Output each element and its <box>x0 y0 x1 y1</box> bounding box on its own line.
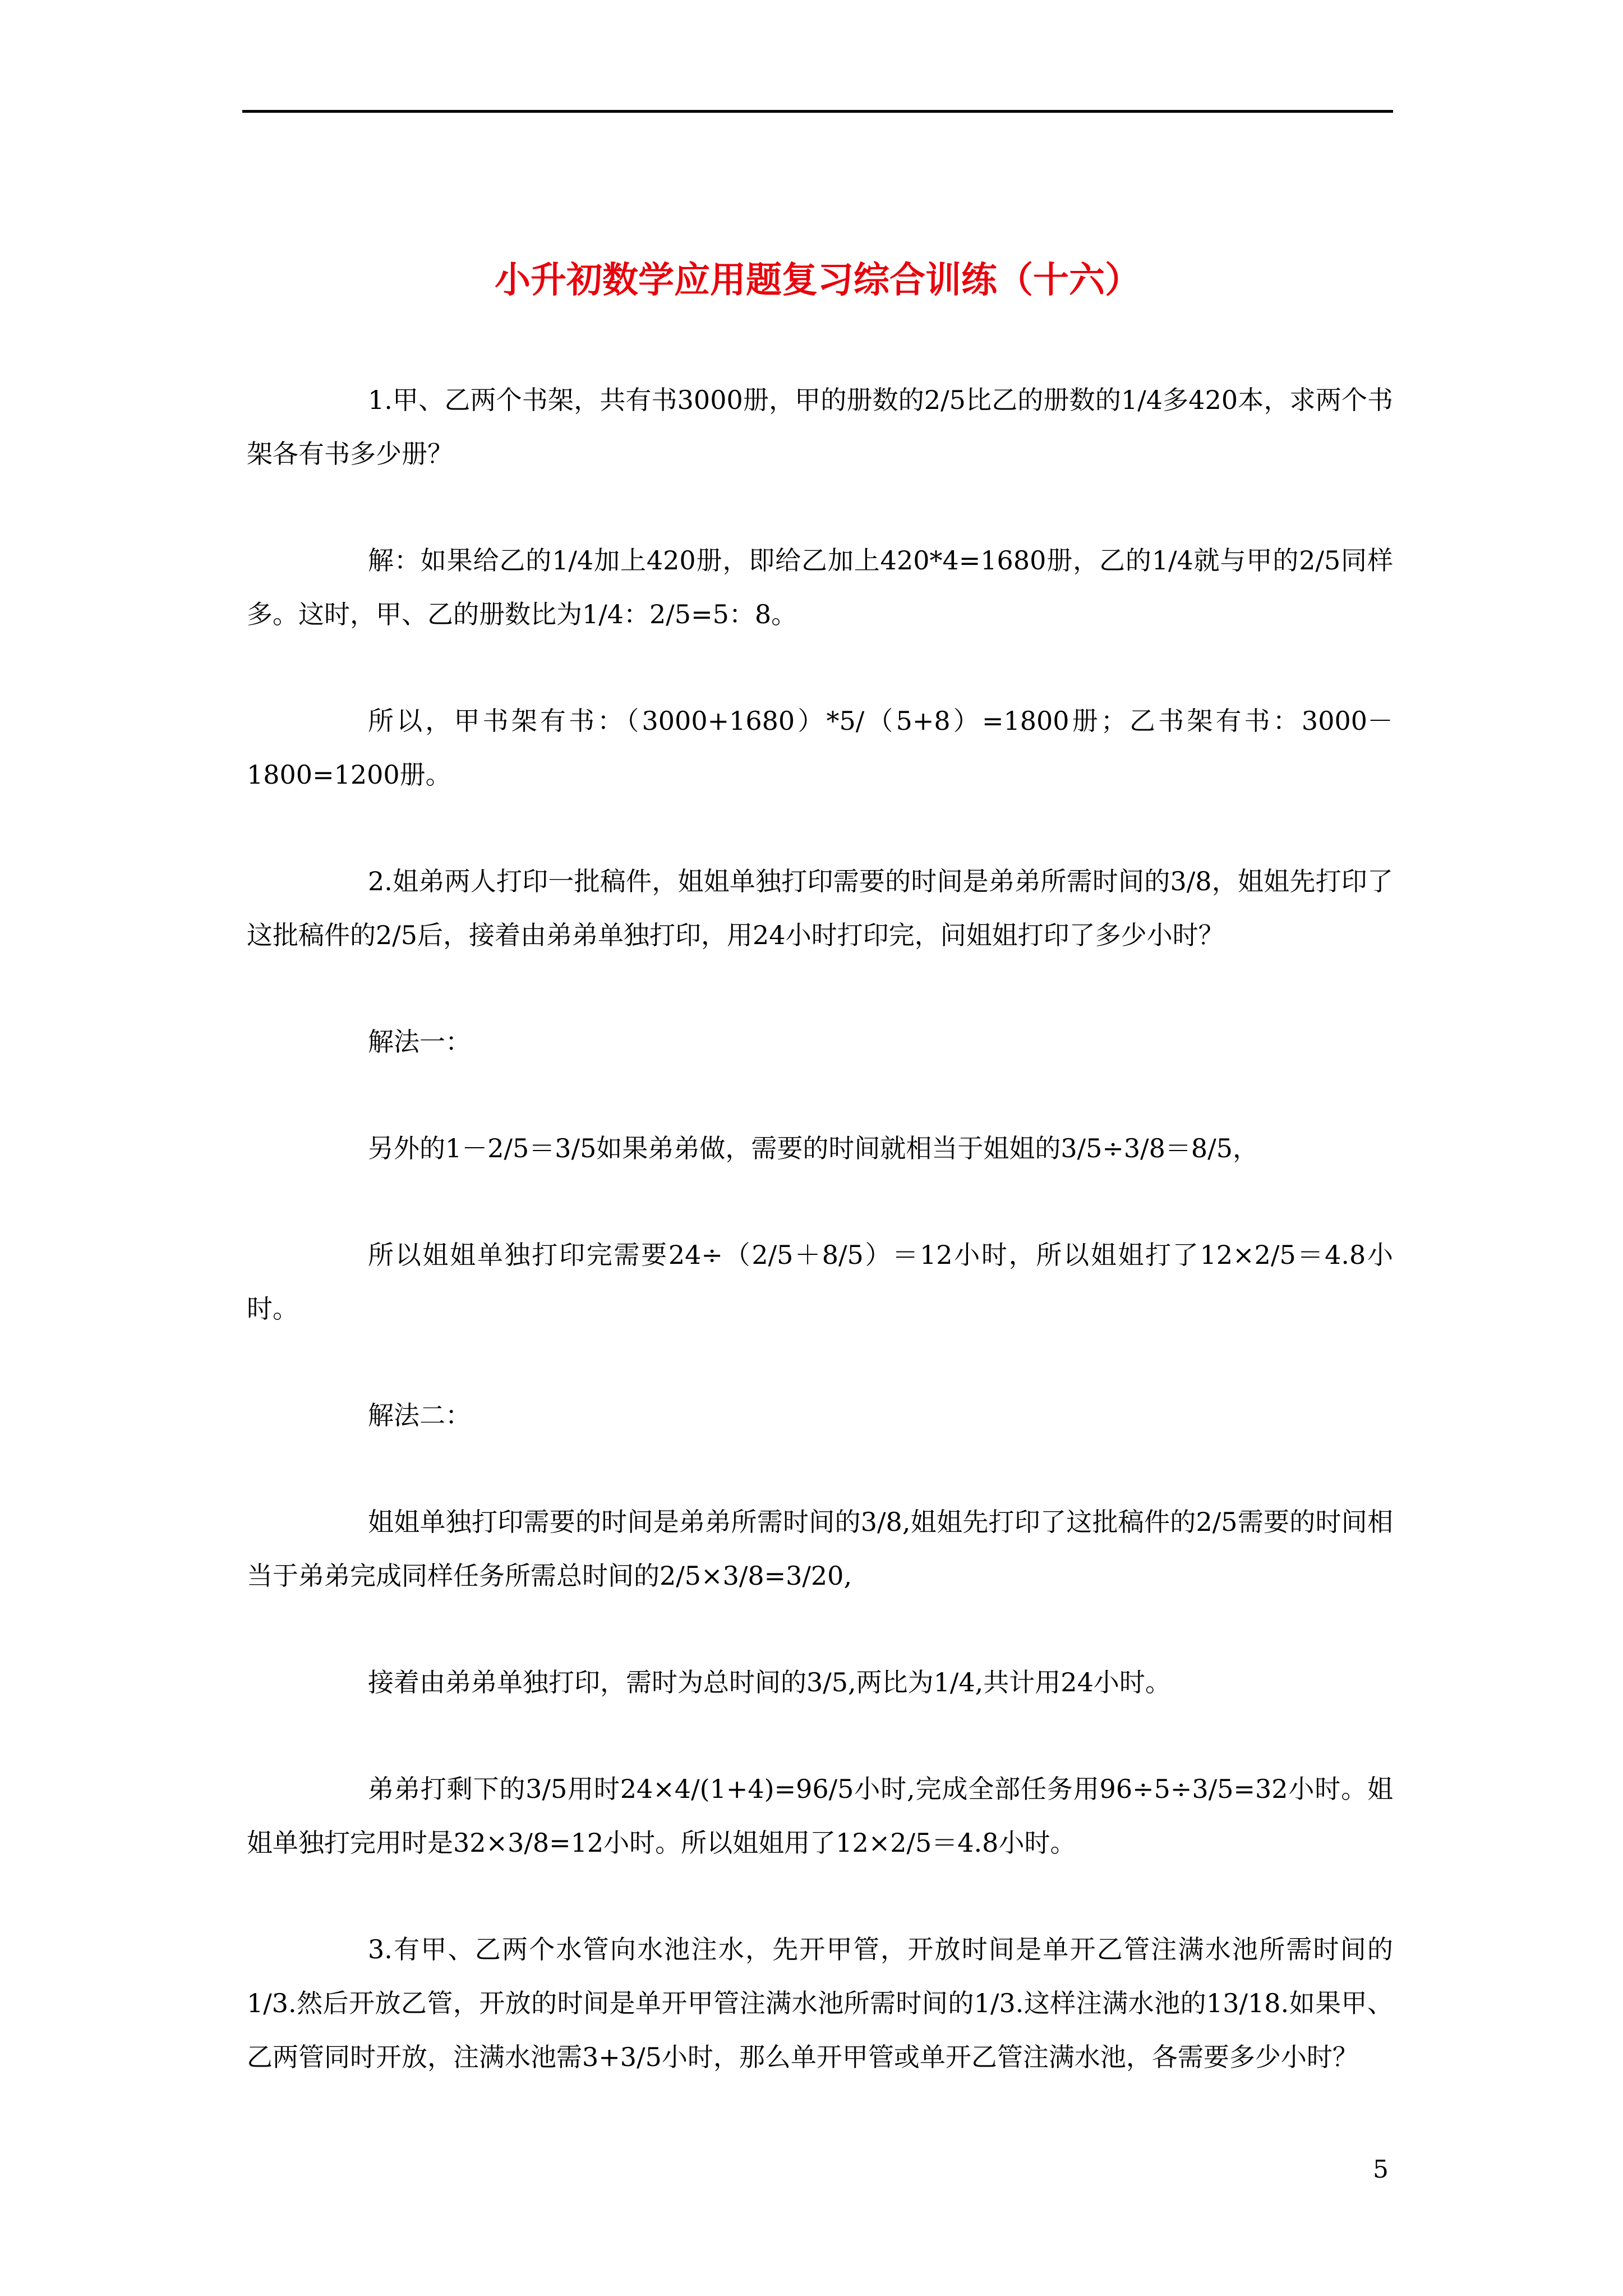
paragraph-method-2-heading: 解法二： <box>368 1400 471 1430</box>
paragraph-method-1-step-1: 另外的1－2/5＝3/5如果弟弟做，需要的时间就相当于姐姐的3/5÷3/8＝8/5， <box>368 1133 1258 1163</box>
paragraph-problem-2: 2.姐弟两人打印一批稿件，姐姐单独打印需要的时间是弟弟所需时间的3/8，姐姐先打印了这批稿件的2/5后，接着由弟弟单独打印，用24小时打印完，问姐姐打印了多少小时？ <box>247 866 1393 950</box>
paragraph-method-2-step-2: 接着由弟弟单独打印，需时为总时间的3/5,两比为1/4,共计用24小时。 <box>368 1667 1171 1697</box>
paragraph-method-2-step-1: 姐姐单独打印需要的时间是弟弟所需时间的3/8,姐姐先打印了这批稿件的2/5需要的时间相当于弟弟完成同样任务所需总时间的2/5×3/8=3/20, <box>247 1507 1393 1591</box>
paragraph-method-1-step-2: 所以姐姐单独打印完需要24÷（2/5＋8/5）＝12小时，所以姐姐打了12×2/5＝4.8小时。 <box>247 1240 1393 1324</box>
document-title: 小升初数学应用题复习综合训练（十六） <box>495 259 1141 301</box>
paragraph-solution-1-result: 所以，甲书架有书：（3000+1680）*5/（5+8）=1800册；乙书架有书：3000－1800=1200册。 <box>247 706 1393 790</box>
paragraph-method-1-heading: 解法一： <box>368 1027 471 1057</box>
header-rule <box>242 110 1393 113</box>
page-number: 5 <box>1373 2155 1389 2184</box>
document-body <box>247 373 1393 2084</box>
paragraph-problem-3: 3.有甲、乙两个水管向水池注水，先开甲管，开放时间是单开乙管注满水池所需时间的1/3.然后开放乙管，开放的时间是单开甲管注满水池所需时间的1/3.这样注满水池的13/18.如果甲、乙两管同时开放，注满水池需3+3/5小时，那么单开甲管或单开乙管注满水池，各需要多少小时？ <box>247 1934 1393 2072</box>
paragraph-method-2-step-3: 弟弟打剩下的3/5用时24×4/(1+4)=96/5小时,完成全部任务用96÷5÷3/5=32小时。姐姐单独打完用时是32×3/8=12小时。所以姐姐用了12×2/5＝4.8小时。 <box>247 1774 1393 1858</box>
paragraph-problem-1: 1.甲、乙两个书架，共有书3000册，甲的册数的2/5比乙的册数的1/4多420本，求两个书架各有书多少册？ <box>247 385 1393 469</box>
paragraph-solution-1: 解：如果给乙的1/4加上420册，即给乙加上420*4=1680册，乙的1/4就与甲的2/5同样多。这时，甲、乙的册数比为1/4：2/5=5：8。 <box>247 545 1393 629</box>
